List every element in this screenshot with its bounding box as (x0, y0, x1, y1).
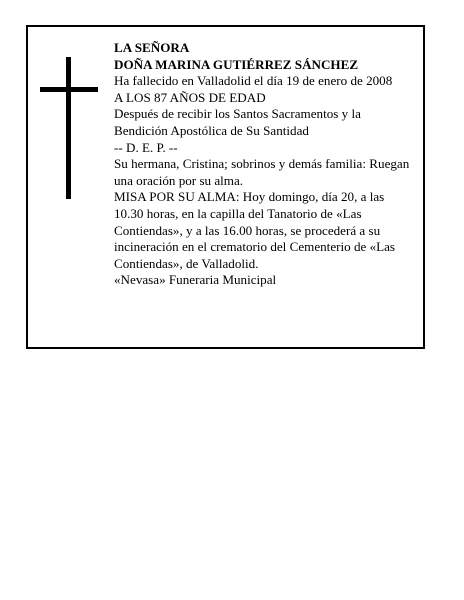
age-line: A LOS 87 AÑOS DE EDAD (114, 89, 266, 105)
funeral-home: «Nevasa» Funeraria Municipal (114, 272, 277, 288)
obituary-notice (26, 25, 425, 349)
mass-info: MISA POR SU ALMA: Hoy domingo, día 20, a las 10.30 horas, en la capilla del Tanatorio de «Las Contiendas», y a las 16.00 horas, se procederá a su incineración en el crematorio del Cementerio de «Las Contiendas», de Valladolid. (114, 189, 396, 271)
sacraments-line: Después de recibir los Santos Sacramentos y la Bendición Apostólica de Su Santidad (114, 106, 361, 138)
title-line-1: LA SEÑORA (114, 40, 190, 55)
cross-vertical-bar (66, 57, 71, 199)
deceased-name: DOÑA MARINA GUTIÉRREZ SÁNCHEZ (114, 56, 359, 72)
notice-text (114, 40, 414, 289)
family-line: Su hermana, Cristina; sobrinos y demás familia: Ruegan una oración por su alma. (114, 156, 410, 188)
rip-line: -- D. E. P. -- (114, 139, 178, 155)
cross-icon (40, 57, 98, 199)
death-info: Ha fallecido en Valladolid el día 19 de enero de 2008 (114, 73, 393, 89)
cross-horizontal-bar (40, 87, 98, 92)
